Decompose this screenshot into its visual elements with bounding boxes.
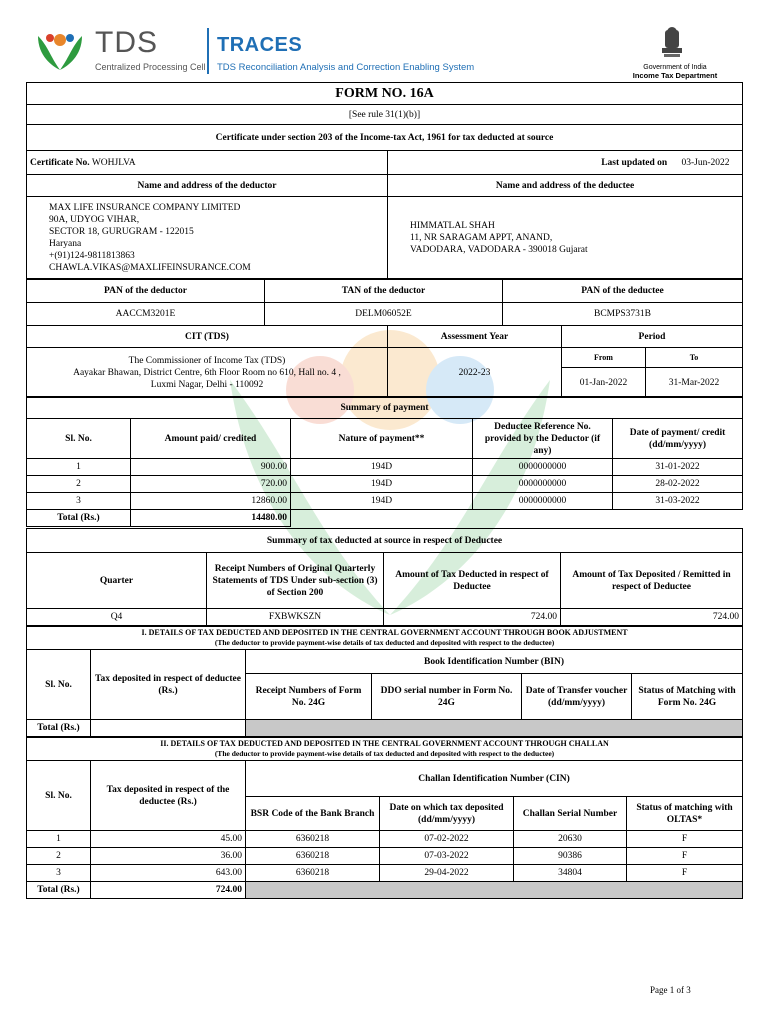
pan-deductor-label: PAN of the deductor [27, 280, 265, 303]
cell: 2 [27, 476, 131, 493]
govt-label [600, 64, 750, 80]
header-divider [207, 28, 209, 74]
cell: 31-01-2022 [613, 459, 743, 476]
cit-address-line: The Commissioner of Income Tax (TDS) [128, 355, 286, 366]
book-sub-header: Receipt Numbers of Form No. 24G [246, 674, 372, 720]
total-row [27, 510, 743, 527]
identifiers-table [26, 279, 743, 326]
cell: 194D [291, 493, 473, 510]
cell: 28-02-2022 [613, 476, 743, 493]
cit-label: CIT (TDS) [27, 326, 388, 348]
to-label: To [646, 348, 743, 368]
total-row [27, 882, 743, 899]
payment-header: Date of payment/ credit (dd/mm/yyyy) [613, 419, 743, 459]
cell: 07-02-2022 [380, 831, 514, 848]
challan-title: II. DETAILS OF TAX DEDUCTED AND DEPOSITED IN THE CENTRAL GOVERNMENT ACCOUNT THROUGH CHALLAN [160, 739, 609, 748]
deductee-line: 11, NR SARAGAM APPT, ANAND, [410, 232, 553, 243]
traces-subtitle: TDS Reconciliation Analysis and Correction Enabling System [217, 62, 475, 73]
challan-heading [27, 738, 743, 761]
cell: FXBWKSZN [207, 609, 384, 626]
payment-header: Sl. No. [27, 419, 131, 459]
tax-summary-header: Receipt Numbers of Original Quarterly Statements of TDS Under sub-section (3) of Section 200 [207, 553, 384, 609]
empty-cell [291, 510, 743, 527]
deductor-line: +(91)124-9811813863 [49, 250, 135, 261]
cert-no: WOHJLVA [91, 157, 136, 168]
cell: Q4 [27, 609, 207, 626]
deductor-line: MAX LIFE INSURANCE COMPANY LIMITED [49, 202, 241, 213]
total-amount: 14480.00 [131, 510, 291, 527]
challan-table [26, 737, 743, 899]
cit-table [26, 325, 743, 398]
book-adjustment-table [26, 626, 743, 737]
cell: 724.00 [384, 609, 561, 626]
cell: 0000000000 [473, 493, 613, 510]
cin-label: Challan Identification Number (CIN) [246, 761, 743, 797]
deductee-line: HIMMATLAL SHAH [410, 220, 495, 231]
cell: F [627, 865, 743, 882]
cell: 194D [291, 459, 473, 476]
payment-header: Deductee Reference No. provided by the Deductor (if any) [473, 419, 613, 459]
cell: 36.00 [91, 848, 246, 865]
deductee-heading: Name and address of the deductee [388, 175, 743, 197]
traces-brand: TRACES [217, 34, 303, 56]
period-from: 01-Jan-2022 [562, 368, 646, 398]
cell: 643.00 [91, 865, 246, 882]
tds-brand: TDS [95, 26, 158, 59]
table-row [27, 848, 743, 865]
table-row [27, 476, 743, 493]
cell: 900.00 [131, 459, 291, 476]
book-adjustment-subtitle: (The deductor to provide payment-wise details of tax deducted and deposited with respect to the deductee) [214, 638, 555, 647]
cell: 6360218 [246, 831, 380, 848]
form-title: FORM NO. 16A [27, 83, 743, 105]
page-number: Page 1 of 3 [650, 985, 691, 995]
certificate-number-cell [27, 151, 388, 175]
deductor-line: CHAWLA.VIKAS@MAXLIFEINSURANCE.COM [49, 262, 251, 273]
challan-tax-label: Tax deposited in respect of the deductee (Rs.) [91, 761, 246, 831]
total-amount: 724.00 [91, 882, 246, 899]
table-row [27, 609, 743, 626]
book-adjustment-heading [27, 627, 743, 650]
cell: 90386 [514, 848, 627, 865]
challan-sl-label: Sl. No. [27, 761, 91, 831]
challan-sub-header: BSR Code of the Bank Branch [246, 797, 380, 831]
table-row [27, 459, 743, 476]
pan-deductor: AACCM3201E [27, 303, 265, 326]
total-label: Total (Rs.) [27, 720, 91, 737]
total-row [27, 720, 743, 737]
income-tax-dept: Income Tax Department [632, 71, 718, 80]
book-sl-label: Sl. No. [27, 650, 91, 720]
page-header [0, 0, 768, 82]
deductor-line: SECTOR 18, GURUGRAM - 122015 [49, 226, 194, 237]
book-sub-header: Date of Transfer voucher (dd/mm/yyyy) [522, 674, 632, 720]
cell: 0000000000 [473, 476, 613, 493]
book-sub-header: Status of Matching with Form No. 24G [632, 674, 743, 720]
cell: 34804 [514, 865, 627, 882]
last-updated: 03-Jun-2022 [681, 157, 730, 168]
total-label: Total (Rs.) [27, 882, 91, 899]
payment-summary-heading: Summary of payment [27, 397, 743, 419]
cell: 12860.00 [131, 493, 291, 510]
book-tax-label: Tax deposited in respect of deductee (Rs.) [91, 650, 246, 720]
last-updated-label: Last updated on [601, 157, 668, 168]
deductee-line: VADODARA, VADODARA - 390018 Gujarat [410, 244, 588, 255]
cell: 2 [27, 848, 91, 865]
cit-address-line: Luxmi Nagar, Delhi - 110092 [150, 379, 264, 390]
tax-summary-header: Amount of Tax Deducted in respect of Deductee [384, 553, 561, 609]
challan-sub-header: Date on which tax deposited (dd/mm/yyyy) [380, 797, 514, 831]
cell: 194D [291, 476, 473, 493]
empty-cell [91, 720, 246, 737]
tan-deductor-label: TAN of the deductor [265, 280, 503, 303]
pan-deductee-label: PAN of the deductee [503, 280, 743, 303]
cell: 45.00 [91, 831, 246, 848]
cell: 07-03-2022 [380, 848, 514, 865]
cell: 1 [27, 831, 91, 848]
cell: 29-04-2022 [380, 865, 514, 882]
national-emblem-icon [657, 26, 687, 62]
assessment-year: 2022-23 [388, 348, 562, 398]
certificate-caption: Certificate under section 203 of the Income-tax Act, 1961 for tax deducted at source [27, 125, 743, 151]
assessment-year-label: Assessment Year [388, 326, 562, 348]
deductor-line: 90A, UDYOG VIHAR, [49, 214, 140, 225]
book-sub-header: DDO serial number in Form No. 24G [372, 674, 522, 720]
challan-subtitle: (The deductor to provide payment-wise details of tax deducted and deposited with respect to the deductee) [214, 749, 555, 758]
table-row [27, 865, 743, 882]
shaded-cell [246, 882, 743, 899]
payment-header: Amount paid/ credited [131, 419, 291, 459]
table-row [27, 831, 743, 848]
cell: 724.00 [561, 609, 743, 626]
form-rule: [See rule 31(1)(b)] [27, 105, 743, 125]
tax-summary-header: Amount of Tax Deposited / Remitted in respect of Deductee [561, 553, 743, 609]
shaded-cell [246, 720, 743, 737]
payment-header: Nature of payment** [291, 419, 473, 459]
certificate-header-table [26, 82, 743, 279]
cert-no-label: Certificate No. [30, 157, 90, 168]
deductee-address [388, 197, 743, 279]
cell: 720.00 [131, 476, 291, 493]
cell: 31-03-2022 [613, 493, 743, 510]
tax-summary-table [26, 528, 743, 626]
cell: 20630 [514, 831, 627, 848]
tax-summary-header: Quarter [27, 553, 207, 609]
cell: 1 [27, 459, 131, 476]
period-to: 31-Mar-2022 [646, 368, 743, 398]
pan-deductee: BCMPS3731B [503, 303, 743, 326]
govt-of-india: Government of India [643, 64, 707, 71]
total-label: Total (Rs.) [27, 510, 131, 527]
cell: F [627, 848, 743, 865]
cell: 3 [27, 865, 91, 882]
period-label: Period [562, 326, 743, 348]
challan-sub-header: Status of matching with OLTAS* [627, 797, 743, 831]
tds-logo-icon [30, 26, 90, 72]
cell: F [627, 831, 743, 848]
deductor-address [27, 197, 388, 279]
table-row [27, 493, 743, 510]
last-updated-cell [388, 151, 743, 175]
cell: 6360218 [246, 865, 380, 882]
bin-label: Book Identification Number (BIN) [246, 650, 743, 674]
cell: 0000000000 [473, 459, 613, 476]
deductor-line: Haryana [49, 238, 82, 249]
cell: 6360218 [246, 848, 380, 865]
payment-summary-table [26, 396, 743, 527]
from-label: From [562, 348, 646, 368]
tax-summary-heading: Summary of tax deducted at source in respect of Deductee [27, 529, 743, 553]
tan-deductor: DELM06052E [265, 303, 503, 326]
cit-address [27, 348, 388, 398]
tds-subtitle: Centralized Processing Cell [95, 62, 206, 72]
cit-address-line: Aayakar Bhawan, District Centre, 6th Floor Room no 610, Hall no. 4 , [73, 367, 341, 378]
book-adjustment-title: I. DETAILS OF TAX DEDUCTED AND DEPOSITED IN THE CENTRAL GOVERNMENT ACCOUNT THROUGH BOOK ADJUSTMENT [141, 628, 628, 637]
cell: 3 [27, 493, 131, 510]
deductor-heading: Name and address of the deductor [27, 175, 388, 197]
challan-sub-header: Challan Serial Number [514, 797, 627, 831]
